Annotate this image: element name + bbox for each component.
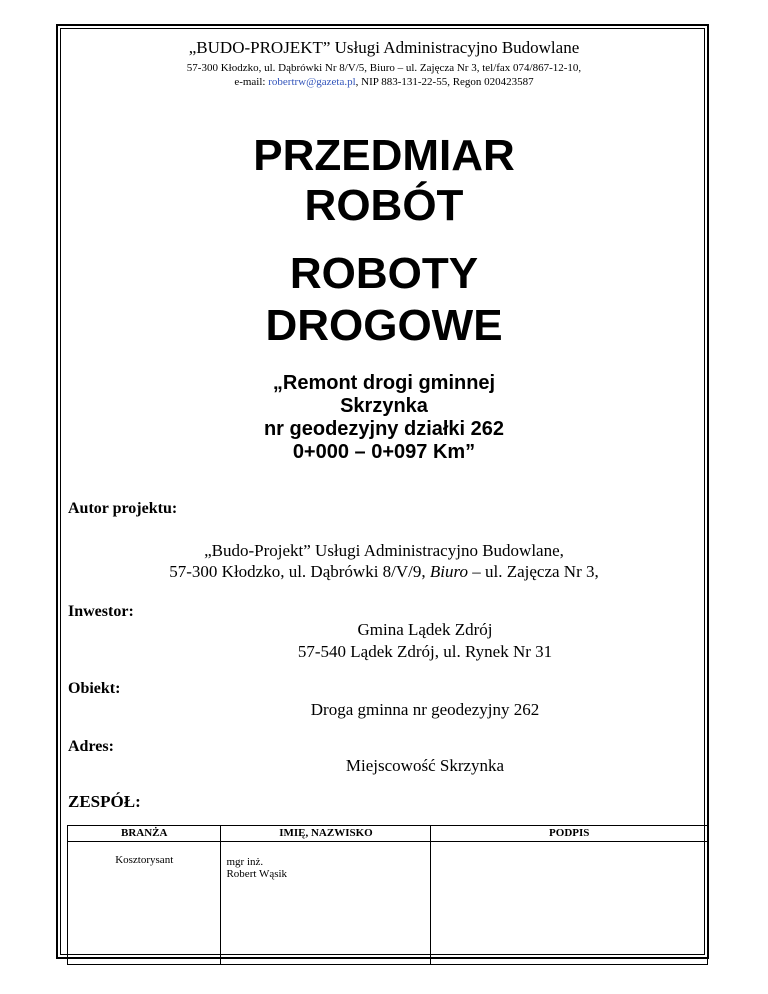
object-value: Droga gminna nr geodezyjny 262 — [310, 700, 540, 719]
subtitle-line-4: 0+000 – 0+097 Km” — [292, 441, 476, 463]
title-line-2: ROBÓT — [304, 181, 464, 230]
investor-address: 57-540 Lądek Zdrój, ul. Rynek Nr 31 — [297, 642, 553, 661]
title-line-1: PRZEDMIAR — [253, 131, 515, 180]
address-value: Miejscowość Skrzynka — [345, 756, 505, 775]
address-label: Adres: — [68, 738, 114, 755]
subtitle-line-3: nr geodezyjny działki 262 — [263, 418, 505, 440]
project-subtitle — [64, 372, 704, 464]
header-branch: BRANŻA — [68, 826, 221, 842]
name-full: Robert Wąsik — [226, 868, 288, 880]
subtitle-line-1: „Remont drogi gminnej — [272, 372, 496, 394]
email-link[interactable]: robertrw@gazeta.pl — [268, 76, 356, 88]
company-name: „BUDO-PROJEKT” Usługi Administracyjno Budowlane — [188, 38, 580, 57]
subtitle-line-2: Skrzynka — [340, 395, 428, 417]
header-name: IMIĘ, NAZWISKO — [221, 826, 431, 842]
table-row — [68, 842, 708, 965]
cell-branch: Kosztorysant — [68, 842, 221, 965]
author-label: Autor projektu: — [68, 500, 178, 517]
author-line-1: „Budo-Projekt” Usługi Administracyjno Budowlane, — [204, 541, 564, 560]
investor-label: Inwestor: — [68, 603, 134, 620]
team-table — [67, 825, 708, 965]
email-prefix: e-mail: — [234, 76, 269, 88]
team-table-header — [68, 826, 708, 842]
cell-signature — [431, 842, 708, 965]
cell-name — [221, 842, 431, 965]
tax-ids: , NIP 883-131-22-55, Regon 020423587 — [355, 76, 534, 88]
title-line-4: DROGOWE — [265, 301, 503, 350]
team-label: ZESPÓŁ: — [68, 792, 141, 811]
author-office-label: Biuro — [429, 562, 468, 581]
author-line-2 — [64, 562, 704, 582]
company-contact — [64, 76, 704, 88]
investor-name: Gmina Lądek Zdrój — [357, 620, 493, 639]
company-address: 57-300 Kłodzko, ul. Dąbrówki Nr 8/V/5, Biuro – ul. Zajęcza Nr 3, tel/fax 074/867-12-10, — [186, 62, 582, 74]
object-label: Obiekt: — [68, 680, 121, 697]
author-address: 57-300 Kłodzko, ul. Dąbrówki 8/V/9, — [169, 562, 430, 581]
name-title: mgr inż. — [226, 856, 264, 868]
header-signature: PODPIS — [431, 826, 708, 842]
title-line-3: ROBOTY — [289, 249, 479, 298]
author-office-address: – ul. Zajęcza Nr 3, — [467, 562, 599, 581]
